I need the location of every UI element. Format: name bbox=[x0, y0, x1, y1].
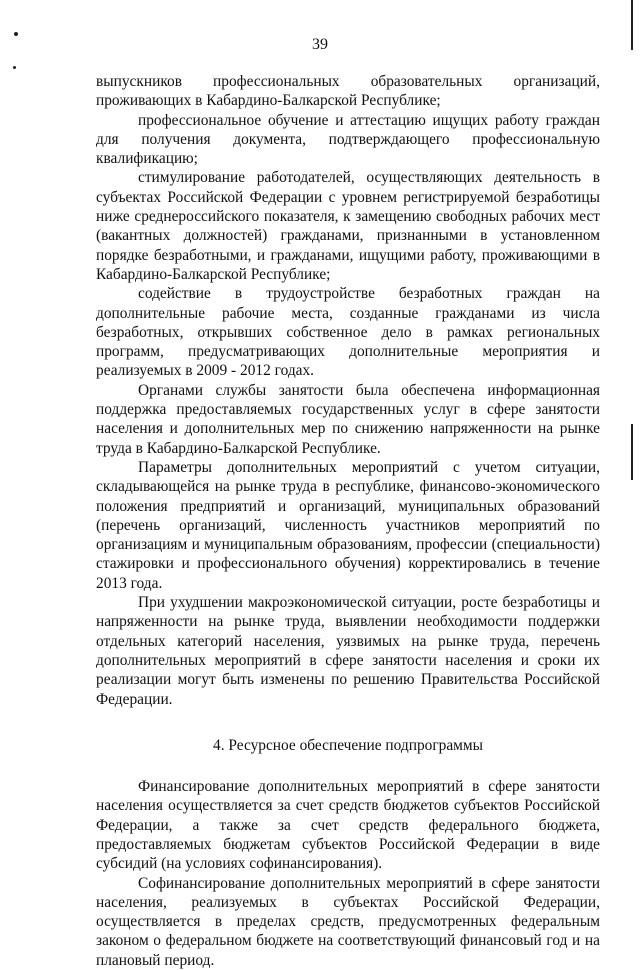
paragraph: Параметры дополнительных мероприятий с учетом ситуации, складывающейся на рынке труда в республике, финансово-экономического положения предприятий и организаций, муниципальных образований (перечень организаций, численность участников мероприятий по организациям и муниципальным образованиям, профессии (специальности) стажировки и профессионального обучения) корректировались в течение 2013 года. bbox=[96, 458, 600, 592]
page-number: 39 bbox=[312, 36, 328, 53]
paragraph: стимулирование работодателей, осуществляющих деятельность в субъектах Российской Федерации с уровнем регистрируемой безработицы ниже среднероссийского показателя, к замещению свободных рабочих мест (вакантных должностей) гражданами, признанными в установленном порядке безработными, и гражданами, ищущими работу, проживающими в Кабардино-Балкарской Республике; bbox=[96, 169, 600, 283]
document-body bbox=[96, 72, 600, 970]
scan-artifact-edge-line-mid bbox=[631, 424, 633, 480]
paragraph: выпускников профессиональных образовательных организаций, проживающих в Кабардино-Балкарской Республике; bbox=[96, 73, 600, 110]
scan-artifact-dot-second bbox=[13, 66, 16, 69]
paragraph: Финансирование дополнительных мероприятий в сфере занятости населения осуществляется за счет средств бюджетов субъектов Российской Федерации, а также за счет средств федерального бюджета, предоставляемых бюджетам субъектов Российской Федерации в виде субсидий (на условиях софинансирования). bbox=[96, 778, 600, 873]
paragraph: Софинансирование дополнительных мероприятий в сфере занятости населения, реализуемых в субъектах Российской Федерации, осуществляется в пределах средств, предусмотренных федеральным законом о федеральном бюджете на соответствующий финансовый год и на плановый период. bbox=[96, 874, 600, 969]
section-heading: 4. Ресурсное обеспечение подпрограммы bbox=[213, 736, 483, 754]
paragraph: профессиональное обучение и аттестацию ищущих работу граждан для получения документа, подтверждающего профессиональную квалификацию; bbox=[96, 111, 600, 168]
paragraph: При ухудшении макроэкономической ситуации, росте безработицы и напряженности на рынке труда, выявлении необходимости поддержки отдельных категорий населения, уязвимых на рынке труда, перечень дополнительных мероприятий в сфере занятости населения и сроки их реализации могут быть изменены по решению Правительства Российской Федерации. bbox=[96, 594, 600, 708]
paragraph: Органами службы занятости была обеспечена информационная поддержка предоставляемых государственных услуг в сфере занятости населения и дополнительных мер по снижению напряженности на рынке труда в Кабардино-Балкарской Республике. bbox=[96, 381, 600, 457]
paragraph: содействие в трудоустройстве безработных граждан на дополнительные рабочие места, созданные гражданами из числа безработных, открывших собственное дело в рамках региональных программ, предусматривающих дополнительные мероприятия и реализуемых в 2009 - 2012 годах. bbox=[96, 285, 600, 380]
